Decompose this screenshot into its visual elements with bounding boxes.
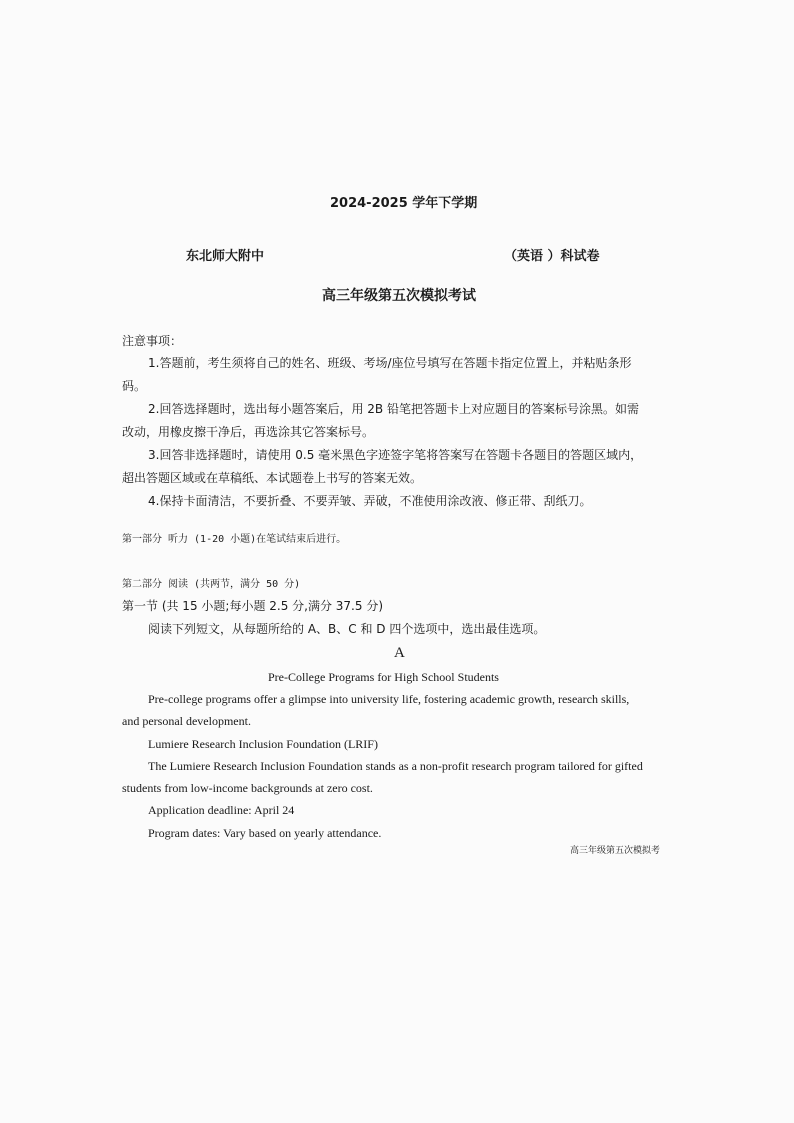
notice-item-2-line-1: 2.回答选择题时，选出每小题答案后，用 2B 铅笔把答题卡上对应题目的答案标号涂黑。如需: [148, 402, 639, 416]
notice-item-3-line-1: 3.回答非选择题时，请使用 0.5 毫米黑色字迹签字笔将答案写在答题卡各题目的答题区域内，: [148, 448, 643, 462]
school-year: 2024-2025 学年下学期: [330, 196, 478, 211]
program-name: Lumiere Research Inclusion Foundation (LRIF): [148, 737, 378, 751]
notice-item-1-line-1: 1.答题前，考生须将自己的姓名、班级、考场/座位号填写在答题卡指定位置上，并粘贴条形: [148, 356, 632, 370]
notice-item-1-line-2: 码。: [122, 379, 147, 393]
program-deadline: Application deadline: April 24: [148, 803, 295, 817]
part2-instruction: 阅读下列短文，从每题所给的 A、B、C 和 D 四个选项中，选出最佳选项。: [148, 622, 546, 636]
passage-letter: A: [394, 645, 405, 661]
notice-item-2-line-2: 改动，用橡皮擦干净后，再选涂其它答案标号。: [122, 425, 375, 439]
part2-heading: 第二部分 阅读 (共两节，满分 50 分): [122, 579, 301, 590]
program-desc-line-1: The Lumiere Research Inclusion Foundation stands as a non-profit research program tailored for gifted: [148, 759, 643, 773]
program-desc-line-2: students from low-income backgrounds at zero cost.: [122, 781, 373, 795]
notice-item-4: 4.保持卡面清洁，不要折叠、不要弄皱、弄破，不准使用涂改液、修正带、刮纸刀。: [148, 494, 592, 508]
passage-intro-line-1: Pre-college programs offer a glimpse into university life, fostering academic growth, research skills,: [148, 692, 630, 706]
page-footer: 高三年级第五次模拟考: [570, 846, 661, 856]
school-name: 东北师大附中: [186, 249, 265, 264]
passage-intro-line-2: and personal development.: [122, 714, 251, 728]
part1-note: 第一部分 听力 (1-20 小题)在笔试结束后进行。: [122, 534, 347, 545]
notice-heading: 注意事项：: [122, 334, 183, 348]
program-dates: Program dates: Vary based on yearly attendance.: [148, 826, 382, 840]
part2-section: 第一节 (共 15 小题;每小题 2.5 分,满分 37.5 分): [122, 599, 383, 613]
exam-title: 高三年级第五次模拟考试: [322, 288, 476, 304]
passage-title: Pre-College Programs for High School Students: [268, 670, 499, 684]
notice-item-3-line-2: 超出答题区域或在草稿纸、本试题卷上书写的答案无效。: [122, 471, 423, 485]
subject-label: （英语 ）科试卷: [504, 249, 600, 264]
